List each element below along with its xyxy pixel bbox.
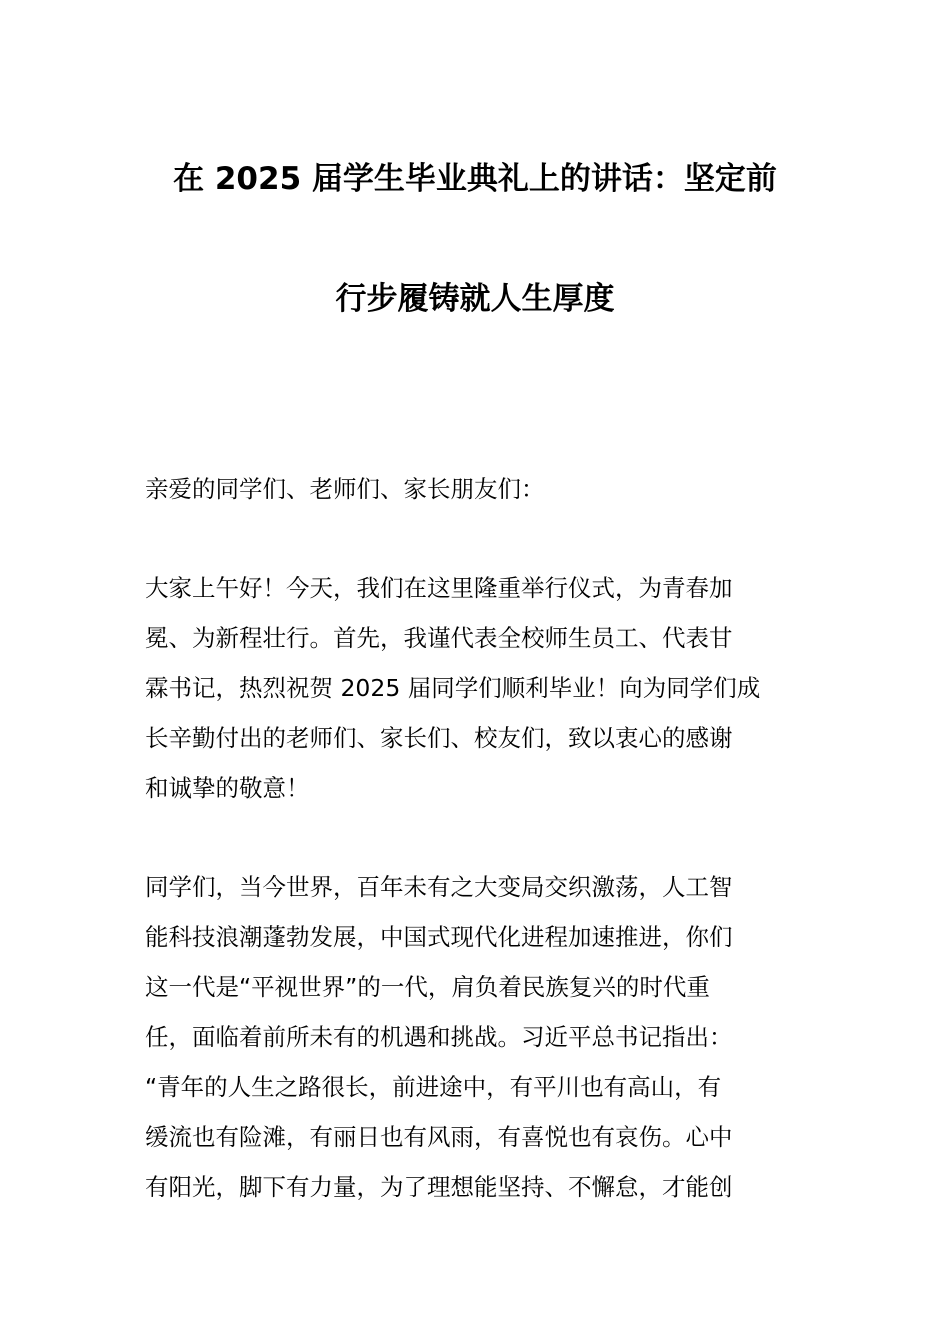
paragraph-line: 霖书记，热烈祝贺 2025 届同学们顺利毕业！向为同学们成 bbox=[145, 674, 761, 702]
paragraph-line: 同学们，当今世界，百年未有之大变局交织激荡，人工智 bbox=[145, 873, 733, 901]
paragraph-1 bbox=[145, 563, 810, 813]
salutation-text: 亲爱的同学们、老师们、家长朋友们： bbox=[145, 475, 545, 503]
paragraph-2 bbox=[145, 862, 810, 1212]
document-title-line-1: 在 2025 届学生毕业典礼上的讲话：坚定前 bbox=[173, 161, 777, 197]
paragraph-line: 缓流也有险滩，有丽日也有风雨，有喜悦也有哀伤。心中 bbox=[145, 1123, 733, 1151]
paragraph-line: 任，面临着前所未有的机遇和挑战。习近平总书记指出： bbox=[145, 1023, 733, 1051]
paragraph-line: 这一代是“平视世界”的一代，肩负着民族复兴的时代重 bbox=[145, 973, 710, 1001]
salutation bbox=[145, 464, 810, 514]
document-title-line-2: 行步履铸就人生厚度 bbox=[335, 281, 615, 317]
paragraph-line: 大家上午好！今天，我们在这里隆重举行仪式，为青春加 bbox=[145, 574, 733, 602]
paragraph-line: “青年的人生之路很长，前进途中，有平川也有高山，有 bbox=[145, 1073, 722, 1101]
paragraph-line: 长辛勤付出的老师们、家长们、校友们，致以衷心的感谢 bbox=[145, 724, 733, 752]
paragraph-line: 有阳光，脚下有力量，为了理想能坚持、不懈怠，才能创 bbox=[145, 1173, 733, 1201]
paragraph-line: 和诚挚的敬意！ bbox=[145, 774, 310, 802]
paragraph-line: 冕、为新程壮行。首先，我谨代表全校师生员工、代表甘 bbox=[145, 624, 733, 652]
paragraph-line: 能科技浪潮蓬勃发展，中国式现代化进程加速推进，你们 bbox=[145, 923, 733, 951]
